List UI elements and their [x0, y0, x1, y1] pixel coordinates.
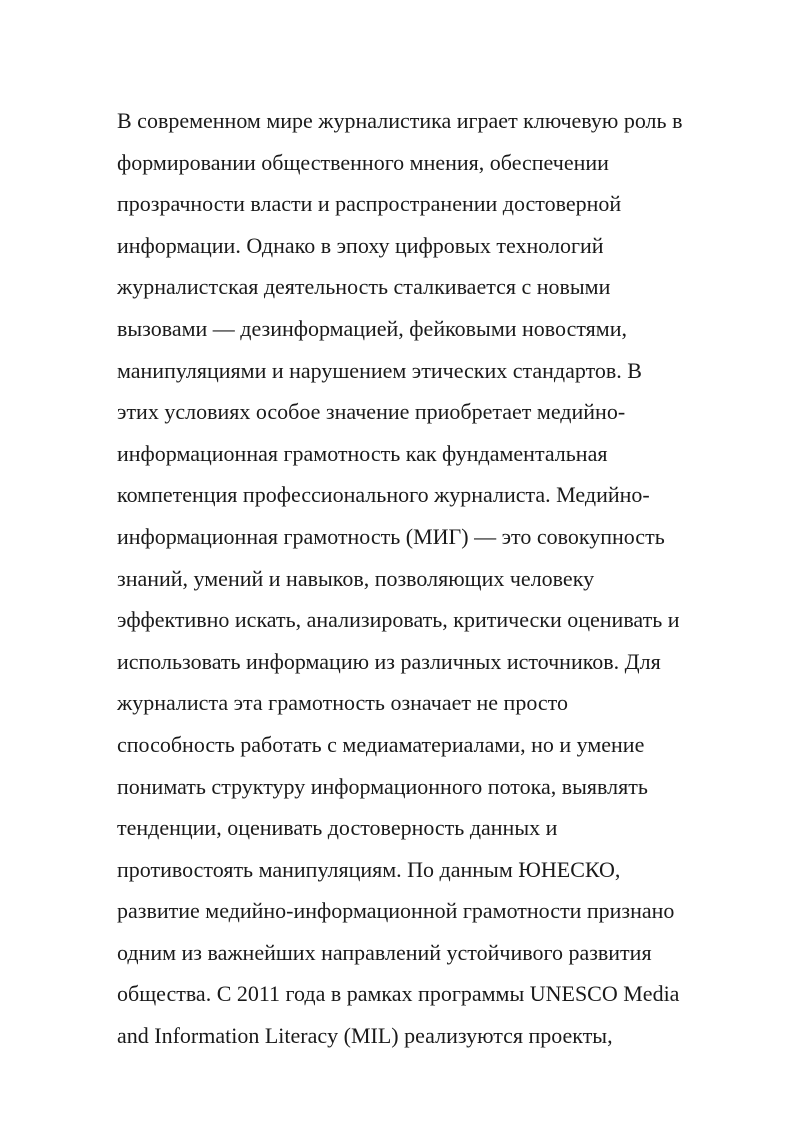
text-line: формировании общественного мнения, обеспечении — [117, 149, 609, 175]
text-line: понимать структуру информационного потока, выявлять — [117, 773, 648, 799]
text-line: тенденции, оценивать достоверность данных и — [117, 815, 558, 841]
text-line: развитие медийно-информационной грамотности признано — [117, 898, 675, 924]
text-line: информации. Однако в эпоху цифровых технологий — [117, 232, 604, 258]
text-line: журналиста эта грамотность означает не просто — [117, 690, 568, 716]
text-line: знаний, умений и навыков, позволяющих человеку — [117, 565, 595, 591]
text-line: В современном мире журналистика играет ключевую роль в — [117, 108, 683, 133]
text-line: компетенция профессионального журналиста. Медийно- — [117, 482, 650, 508]
text-line: способность работать с медиаматериалами, но и умение — [117, 731, 645, 757]
text-line: одним из важнейших направлений устойчивого развития — [117, 939, 652, 965]
text-line: информационная грамотность как фундаментальная — [117, 440, 608, 466]
text-line: вызовами — дезинформацией, фейковыми новостями, — [117, 315, 627, 341]
text-line: журналистская деятельность сталкивается с новыми — [117, 274, 611, 300]
text-line: этих условиях особое значение приобретает медийно- — [117, 399, 626, 425]
text-line: общества. С 2011 года в рамках программы UNESCO Media — [117, 981, 680, 1007]
text-line: манипуляциями и нарушением этических стандартов. В — [117, 357, 642, 383]
text-line: информационная грамотность (МИГ) — это совокупность — [117, 523, 665, 549]
text-line: эффективно искать, анализировать, критически оценивать и — [117, 607, 680, 633]
body-paragraph — [117, 100, 777, 1057]
text-line: прозрачности власти и распространении достоверной — [117, 191, 622, 217]
text-line: and Information Literacy (MIL) реализуются проекты, — [117, 1023, 613, 1049]
text-line: использовать информацию из различных источников. Для — [117, 648, 661, 674]
text-line: противостоять манипуляциям. По данным ЮНЕСКО, — [117, 856, 621, 882]
